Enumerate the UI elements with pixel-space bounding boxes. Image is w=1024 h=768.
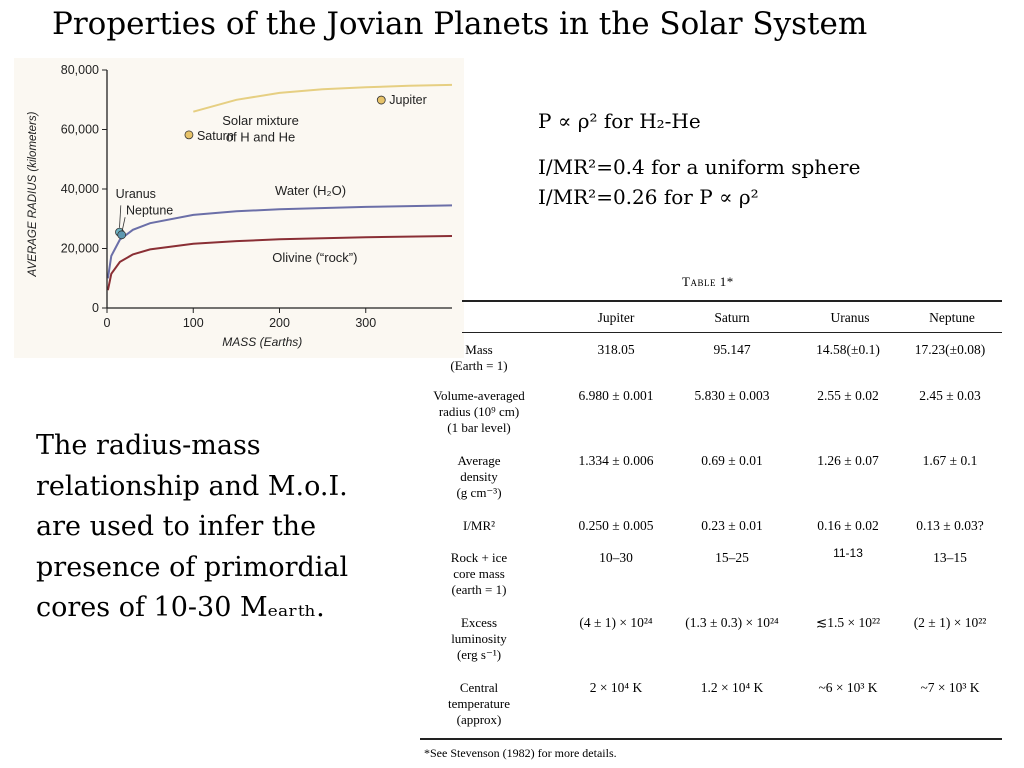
table-cell: 0.13 ± 0.03?: [916, 518, 984, 533]
table-cell: 318.05: [597, 342, 635, 357]
table-cell: 11-13: [833, 546, 863, 560]
row-label: [424, 615, 534, 663]
table-cell: 95.147: [713, 342, 751, 357]
x-axis-label: MASS (Earths): [222, 335, 303, 349]
row-label-line: Excess: [460, 615, 498, 630]
x-tick-label: 0: [103, 316, 111, 330]
row-label-line: Average: [457, 453, 501, 468]
row-label-line: (earth = 1): [451, 582, 507, 597]
row-label-line: (Earth = 1): [450, 358, 508, 373]
x-tick-label: 300: [355, 316, 377, 330]
table-footnote: *See Stevenson (1982) for more details.: [424, 746, 617, 760]
x-tick-label: 100: [182, 316, 204, 330]
table-cell: (1.3 ± 0.3) × 10²⁴: [685, 615, 779, 630]
row-label-line: I/MR²: [462, 518, 496, 533]
table-cell: 0.250 ± 0.005: [578, 518, 654, 533]
y-tick-label: 0: [92, 301, 99, 315]
point-jupiter: [377, 96, 385, 104]
table-cell: 1.334 ± 0.006: [578, 453, 654, 468]
row-label-line: density: [460, 469, 498, 484]
table-header-rule: [462, 332, 1002, 333]
y-tick-label: 80,000: [60, 63, 99, 77]
row-label-line: Central: [459, 680, 499, 695]
table-cell: 0.23 ± 0.01: [701, 518, 763, 533]
row-label-line: Mass: [465, 342, 493, 357]
solar-mixture-label-line2: of H and He: [225, 129, 296, 145]
row-label-line: core mass: [453, 566, 505, 581]
equation-pressure-density: P ∝ ρ² for H₂-He: [538, 109, 701, 133]
row-label-line: radius (10⁹ cm): [438, 404, 520, 419]
x-tick-label: 200: [269, 316, 290, 330]
point-neptune: [118, 231, 126, 239]
y-tick-label: 40,000: [60, 182, 99, 196]
water-curve-label: Water (H₂O): [275, 182, 347, 198]
table-cell: (2 ± 1) × 10²²: [913, 615, 987, 630]
table-cell: 1.67 ± 0.1: [922, 453, 978, 468]
radius-mass-chart: [14, 58, 464, 358]
row-label: [424, 680, 534, 728]
y-tick-label: 20,000: [60, 241, 99, 256]
table-cell: ~7 × 10³ K: [920, 680, 980, 695]
row-label-line: (erg s⁻¹): [456, 647, 502, 662]
table-cell: 0.16 ± 0.02: [817, 518, 879, 533]
table-cell: 2.55 ± 0.02: [817, 388, 879, 403]
olivine-curve-label: Olivine (“rock”): [272, 249, 358, 265]
row-label: [424, 453, 534, 501]
row-label: [424, 388, 534, 436]
row-label-line: (1 bar level): [447, 420, 511, 435]
table-top-rule: [462, 300, 1002, 302]
table-cell: 1.26 ± 0.07: [817, 453, 879, 468]
table-cell: 14.58(±0.1): [816, 342, 880, 357]
point-label-saturn: Saturn: [196, 128, 234, 143]
slide-title: Properties of the Jovian Planets in the Solar System: [52, 6, 868, 42]
point-label-jupiter: Jupiter: [389, 93, 427, 108]
row-label-line: temperature: [447, 696, 511, 711]
equation-moi-uniform: I/MR²=0.4 for a uniform sphere: [538, 155, 861, 179]
row-label-line: (approx): [456, 712, 502, 727]
properties-table: [420, 272, 1006, 762]
equation-moi-polytrope: I/MR²=0.26 for P ∝ ρ²: [538, 185, 759, 209]
table-cell: 2 × 10⁴ K: [589, 680, 643, 695]
table-cell: ≲1.5 × 10²²: [815, 615, 881, 630]
row-label-line: Rock + ice: [450, 550, 508, 565]
table-title: Table 1*: [682, 274, 734, 289]
equation-block: [538, 106, 860, 212]
column-header-neptune: Neptune: [929, 310, 975, 325]
row-label: [424, 550, 534, 598]
row-label-line: (g cm⁻³): [456, 485, 502, 500]
column-header-saturn: Saturn: [714, 310, 750, 325]
table-cell: ~6 × 10³ K: [818, 680, 878, 695]
row-label: [424, 518, 534, 534]
table-cell: (4 ± 1) × 10²⁴: [579, 615, 653, 630]
table-cell: 1.2 × 10⁴ K: [700, 680, 764, 695]
table-cell: 2.45 ± 0.03: [919, 388, 981, 403]
y-tick-label: 60,000: [60, 122, 99, 137]
row-label: [424, 342, 534, 374]
row-label-line: Volume-averaged: [433, 388, 525, 403]
point-saturn: [185, 131, 193, 139]
table-cell: 13–15: [933, 550, 967, 565]
point-label-uranus: Uranus: [115, 186, 156, 201]
y-axis-label: AVERAGE RADIUS (kilometers): [27, 111, 39, 277]
caption-text: The radius-mass relationship and M.o.I. are used to infer the presence of primordial cores of 10-30 Mₑₐᵣₜₕ.: [36, 430, 349, 623]
table-cell: 6.980 ± 0.001: [578, 388, 654, 403]
table-cell: 15–25: [715, 550, 749, 565]
table-cell: 10–30: [599, 550, 633, 565]
table-cell: 0.69 ± 0.01: [701, 453, 763, 468]
solar-mixture-label-line1: Solar mixture: [222, 113, 299, 129]
point-label-neptune: Neptune: [125, 203, 174, 218]
row-label-line: luminosity: [451, 631, 507, 646]
table-bottom-rule: [420, 738, 1002, 740]
table-cell: 17.23(±0.08): [914, 342, 986, 357]
column-header-jupiter: Jupiter: [597, 310, 635, 325]
column-header-uranus: Uranus: [830, 310, 870, 325]
table-cell: 5.830 ± 0.003: [694, 388, 770, 403]
